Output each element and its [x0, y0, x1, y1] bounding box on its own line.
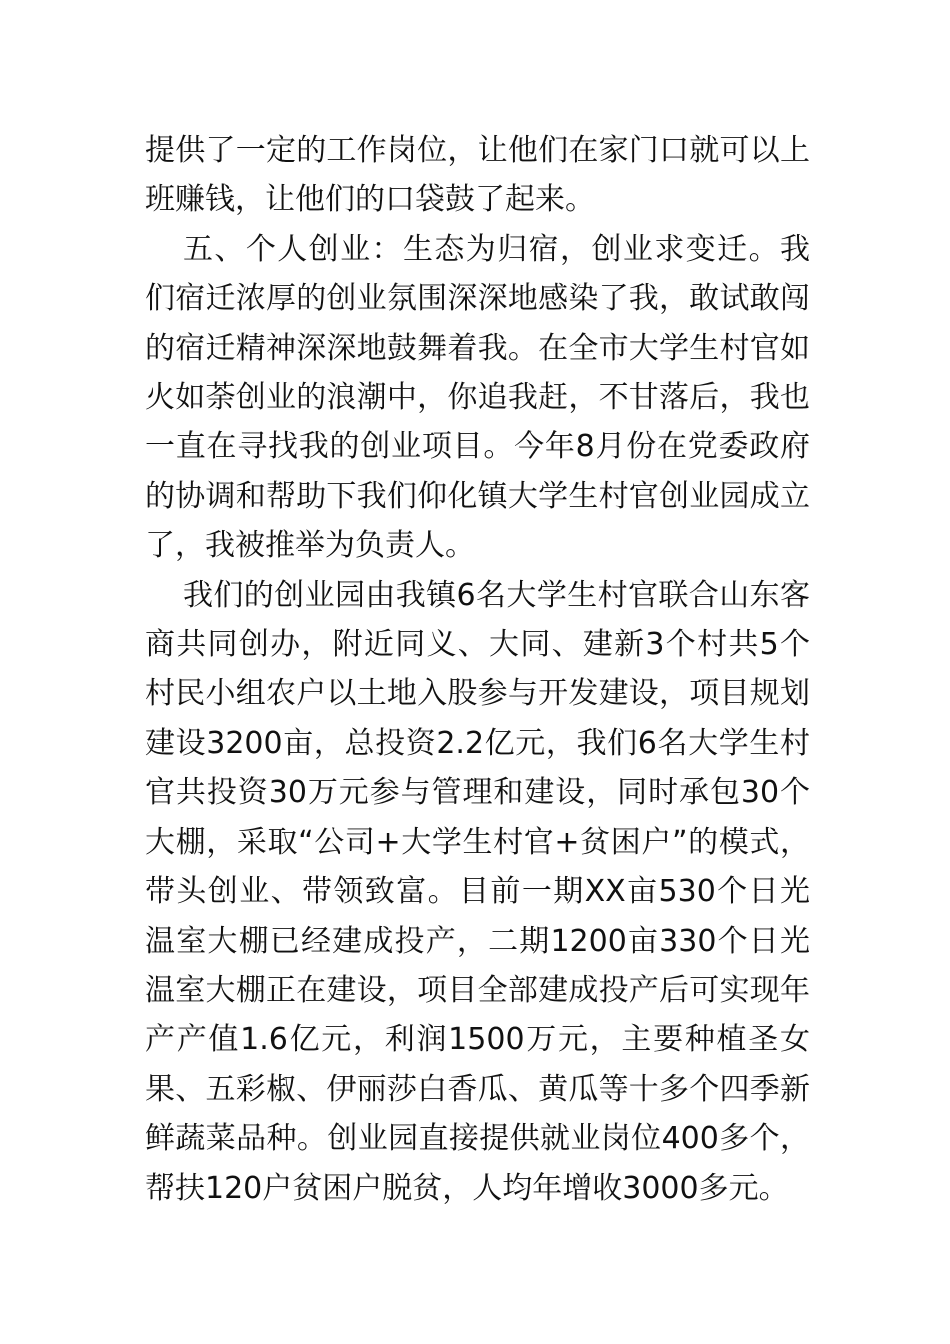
- paragraph-entrepreneurship-park: 我们的创业园由我镇6名大学生村官联合山东客商共同创办，附近同义、大同、建新3个村共5个村民小组农户以土地入股参与开发建设，项目规划建设3200亩，总投资2.2亿元，我们6名大学生村官共投资30万元参与管理和建设，同时承包30个大棚，采取“公司+大学生村官+贫困户”的模式，带头创业、带领致富。目前一期XX亩530个日光温室大棚已经建成投产，二期1200亩330个日光温室大棚正在建设，项目全部建成投产后可实现年产产值1.6亿元，利润1500万元，主要种植圣女果、五彩椒、伊丽莎白香瓜、黄瓜等十多个四季新鲜蔬菜品种。创业园直接提供就业岗位400多个，帮扶120户贫困户脱贫，人均年增收3000多元。: [145, 577, 810, 1206]
- document-page: [145, 126, 810, 1213]
- paragraph-personal-entrepreneurship: 五、个人创业：生态为归宿，创业求变迁。我们宿迁浓厚的创业氛围深深地感染了我，敢试敢闯的宿迁精神深深地鼓舞着我。在全市大学生村官如火如荼创业的浪潮中，你追我赶，不甘落后，我也一直在寻找我的创业项目。今年8月份在党委政府的协调和帮助下我们仰化镇大学生村官创业园成立了，我被推举为负责人。: [145, 231, 810, 564]
- paragraph-continuation: 提供了一定的工作岗位，让他们在家门口就可以上班赚钱，让他们的口袋鼓了起来。: [145, 133, 810, 218]
